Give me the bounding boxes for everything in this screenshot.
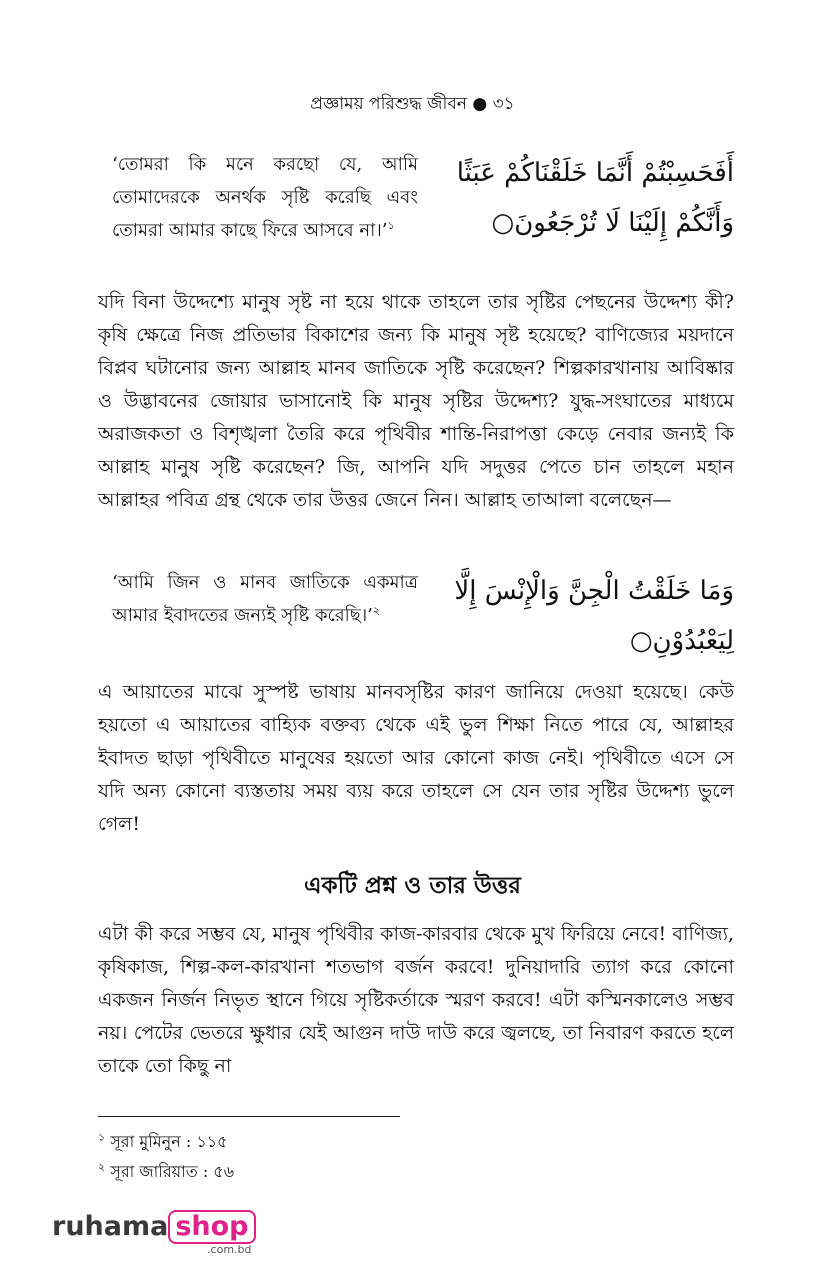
quote-1-arabic <box>444 148 734 248</box>
footnote-1 <box>98 1130 228 1154</box>
ruhama-shop-logo[interactable] <box>52 1210 256 1258</box>
quote-1-arabic-line-2: وَأَنَّكُمْ إِلَيْنَا لَا تُرْجَعُونَ○ <box>491 208 734 238</box>
footnote-2-text: সূরা জারিয়াত : ৫৬ <box>110 1162 235 1181</box>
quote-1-translation <box>112 148 418 248</box>
paragraph-3: এটা কী করে সম্ভব যে, মানুষ পৃথিবীর কাজ-কারবার থেকে মুখ ফিরিয়ে নেবে! বাণিজ্য, কৃষিকাজ, শিল্প-কল-কারখানা শতভাগ বর্জন করবে! দুনিয়াদারি ত্যাগ করে কোনো একজন নির্জন নিভৃত স্থানে গিয়ে সৃষ্টিকর্তাকে স্মরণ করবে! এটা কস্মিনকালেও সম্ভব নয়। পেটের ভেতরে ক্ষুধার যেই আগুন দাউ দাউ করে জ্বলছে, তা নিবারণ করতে হলে তাকে তো কিছু না <box>98 923 734 1077</box>
logo-shop-badge <box>168 1210 255 1256</box>
section-heading: একটি প্রশ্ন ও তার উত্তর <box>304 873 521 899</box>
paragraph-1: যদি বিনা উদ্দেশ্যে মানুষ সৃষ্ট না হয়ে থাকে তাহলে তার সৃষ্টির পেছনের উদ্দেশ্য কী? কৃষি ক্ষেত্রে নিজ প্রতিভার বিকাশের জন্য কি মানুষ সৃষ্ট হয়েছে? বাণিজ্যের ময়দানে বিপ্লব ঘটানোর জন্য আল্লাহ মানব জাতিকে সৃষ্টি করেছেন? শিল্পকারখানায় আবিষ্কার ও উদ্ভাবনের জোয়ার ভাসানোই কি মানুষ সৃষ্টির উদ্দেশ্য? যুদ্ধ-সংঘাতের মাধ্যমে অরাজকতা ও বিশৃঙ্খলা তৈরি করে পৃথিবীর শান্তি-নিরাপত্তা কেড়ে নেবার জন্যই কি আল্লাহ মানুষ সৃষ্টি করেছেন? জি, আপনি যদি সদুত্তর পেতে চান তাহলে মহান আল্লাহর পবিত্র গ্রন্থ থেকে তার উত্তর জেনে নিন। আল্লাহ তাআলা বলেছেন— <box>98 291 734 511</box>
footnote-2 <box>98 1160 234 1184</box>
quote-1-arabic-line-1: أَفَحَسِبْتُمْ أَنَّمَا خَلَقْنَاكُمْ عَبَثًا <box>456 158 734 188</box>
footnote-divider <box>98 1116 400 1117</box>
footnote-ref-1[interactable]: ১ <box>387 219 395 232</box>
footnote-1-text: সূরা মুমিনুন : ১১৫ <box>110 1132 228 1151</box>
quote-2-arabic <box>444 566 734 666</box>
quote-2-translation <box>112 566 418 666</box>
footnote-1-number: ১ <box>98 1130 106 1144</box>
footnote-ref-2[interactable]: ২ <box>372 604 381 617</box>
logo-word: ruhama <box>52 1211 169 1242</box>
quote-2-arabic-line-2: لِيَعْبُدُوْنِ○ <box>629 626 734 656</box>
logo-domain: .com.bd <box>207 1243 252 1256</box>
quote-block-2 <box>112 566 734 666</box>
quote-2-text: ‘আমি জিন ও মানব জাতিকে একমাত্র আমার ইবাদতের জন্যই সৃষ্টি করেছি।’ <box>112 572 418 626</box>
logo-shop-text: shop <box>168 1210 255 1244</box>
quote-1-text: ‘তোমরা কি মনে করছো যে, আমি তোমাদেরকে অনর্থক সৃষ্টি করেছি এবং তোমরা আমার কাছে ফিরে আসবে না।’ <box>112 154 418 241</box>
quote-block-1 <box>112 148 734 248</box>
quote-2-arabic-line-1: وَمَا خَلَقْتُ الْجِنَّ وَالْإِنْسَ إِلَّا <box>454 576 734 606</box>
footnote-2-number: ২ <box>98 1160 106 1174</box>
paragraph-2: এ আয়াতের মাঝে সুস্পষ্ট ভাষায় মানবসৃষ্টির কারণ জানিয়ে দেওয়া হয়েছে। কেউ হয়তো এ আয়াতের বাহ্যিক বক্তব্য থেকে এই ভুল শিক্ষা নিতে পারে যে, আল্লাহর ইবাদত ছাড়া পৃথিবীতে মানুষের হয়তো আর কোনো কাজ নেই। পৃথিবীতে এসে সে যদি অন্য কোনো ব্যস্ততায় সময় ব্যয় করে তাহলে সে যেন তার সৃষ্টির উদ্দেশ্য ভুলে গেল! <box>98 681 734 835</box>
running-header: প্রজ্ঞাময় পরিশুদ্ধ জীবন ● ৩১ <box>310 94 515 114</box>
